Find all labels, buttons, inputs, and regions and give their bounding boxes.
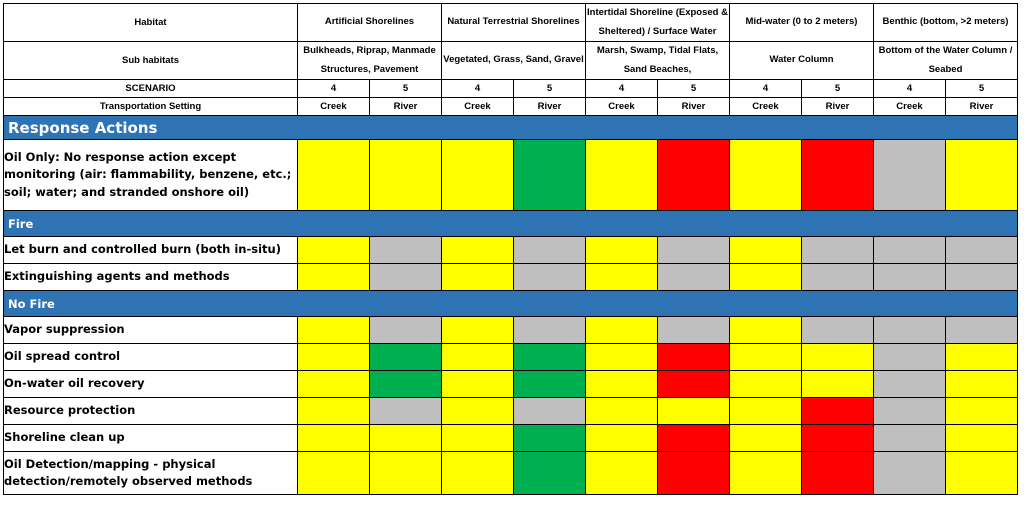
rating-cell <box>514 452 586 495</box>
transport-cell: River <box>658 98 730 116</box>
habitat-name-benthic: Benthic (bottom, >2 meters) <box>874 4 1018 42</box>
rating-cell <box>658 344 730 371</box>
rating-cell <box>442 452 514 495</box>
rating-cell <box>946 237 1018 264</box>
scenario-cell: 4 <box>586 80 658 98</box>
matrix-body <box>4 4 1018 495</box>
rating-cell <box>514 371 586 398</box>
action-row <box>4 344 1018 371</box>
rating-cell <box>946 452 1018 495</box>
scenario-header-row <box>4 80 1018 98</box>
rating-cell <box>946 344 1018 371</box>
rating-cell <box>658 237 730 264</box>
rating-cell <box>946 140 1018 211</box>
rating-cell <box>370 140 442 211</box>
rating-cell <box>658 425 730 452</box>
rating-cell <box>442 317 514 344</box>
action-label: Oil spread control <box>4 344 298 371</box>
transport-label: Transportation Setting <box>4 98 298 116</box>
rating-cell <box>874 237 946 264</box>
action-row <box>4 264 1018 291</box>
action-label: Shoreline clean up <box>4 425 298 452</box>
rating-cell <box>658 317 730 344</box>
rating-cell <box>370 371 442 398</box>
scenario-cell: 5 <box>658 80 730 98</box>
rating-cell <box>370 344 442 371</box>
transport-cell: Creek <box>298 98 370 116</box>
rating-cell <box>298 452 370 495</box>
rating-cell <box>658 452 730 495</box>
rating-cell <box>874 452 946 495</box>
rating-cell <box>586 317 658 344</box>
rating-cell <box>946 371 1018 398</box>
rating-cell <box>298 264 370 291</box>
rating-cell <box>730 140 802 211</box>
rating-cell <box>586 344 658 371</box>
scenario-cell: 5 <box>802 80 874 98</box>
rating-cell <box>298 317 370 344</box>
rating-cell <box>802 140 874 211</box>
action-label: Extinguishing agents and methods <box>4 264 298 291</box>
rating-cell <box>586 264 658 291</box>
subhabitat-artificial: Bulkheads, Riprap, Manmade Structures, Pavement <box>298 42 442 80</box>
rating-cell <box>442 398 514 425</box>
transport-cell: Creek <box>730 98 802 116</box>
habitat-header-row <box>4 4 1018 42</box>
rating-cell <box>730 425 802 452</box>
rating-cell <box>730 237 802 264</box>
rating-cell <box>298 237 370 264</box>
habitat-name-artificial: Artificial Shorelines <box>298 4 442 42</box>
subhabitat-benthic: Bottom of the Water Column / Seabed <box>874 42 1018 80</box>
habitat-name-intertidal: Intertidal Shoreline (Exposed & Sheltered) / Surface Water <box>586 4 730 42</box>
habitat-label: Habitat <box>4 4 298 42</box>
scenario-label: SCENARIO <box>4 80 298 98</box>
action-row <box>4 140 1018 211</box>
action-label: On-water oil recovery <box>4 371 298 398</box>
subhabitat-midwater: Water Column <box>730 42 874 80</box>
rating-cell <box>658 264 730 291</box>
scenario-cell: 5 <box>946 80 1018 98</box>
rating-cell <box>298 140 370 211</box>
rating-cell <box>802 425 874 452</box>
subhabitat-intertidal: Marsh, Swamp, Tidal Flats, Sand Beaches, <box>586 42 730 80</box>
action-label: Resource protection <box>4 398 298 425</box>
rating-cell <box>802 237 874 264</box>
rating-cell <box>514 140 586 211</box>
action-label: Oil Only: No response action except monitoring (air: flammability, benzene, etc.; soil; water; and stranded onshore oil) <box>4 140 298 211</box>
rating-cell <box>802 452 874 495</box>
rating-cell <box>442 425 514 452</box>
rating-cell <box>370 317 442 344</box>
transport-cell: Creek <box>442 98 514 116</box>
rating-cell <box>370 425 442 452</box>
rating-cell <box>370 264 442 291</box>
habitat-name-midwater: Mid-water (0 to 2 meters) <box>730 4 874 42</box>
action-row <box>4 237 1018 264</box>
transport-cell: River <box>946 98 1018 116</box>
rating-cell <box>586 371 658 398</box>
rating-cell <box>874 264 946 291</box>
habitat-name-natural: Natural Terrestrial Shorelines <box>442 4 586 42</box>
rating-cell <box>298 344 370 371</box>
rating-cell <box>730 317 802 344</box>
rating-cell <box>586 452 658 495</box>
section-title: Response Actions <box>4 116 1018 140</box>
rating-cell <box>802 344 874 371</box>
section-title: No Fire <box>4 291 1018 317</box>
rating-cell <box>442 237 514 264</box>
rating-cell <box>514 237 586 264</box>
rating-cell <box>514 317 586 344</box>
rating-cell <box>658 371 730 398</box>
rating-cell <box>298 371 370 398</box>
rating-cell <box>946 398 1018 425</box>
rating-cell <box>298 398 370 425</box>
rating-cell <box>802 371 874 398</box>
rating-cell <box>730 344 802 371</box>
rating-cell <box>730 398 802 425</box>
subhabitat-label: Sub habitats <box>4 42 298 80</box>
section-band <box>4 291 1018 317</box>
scenario-cell: 4 <box>298 80 370 98</box>
action-row <box>4 452 1018 495</box>
rating-cell <box>874 425 946 452</box>
transport-cell: Creek <box>586 98 658 116</box>
rating-cell <box>514 344 586 371</box>
action-row <box>4 425 1018 452</box>
scenario-cell: 4 <box>442 80 514 98</box>
rating-cell <box>442 371 514 398</box>
rating-cell <box>730 371 802 398</box>
rating-cell <box>514 264 586 291</box>
rating-cell <box>370 237 442 264</box>
rating-cell <box>514 398 586 425</box>
rating-cell <box>946 425 1018 452</box>
section-band <box>4 211 1018 237</box>
scenario-cell: 5 <box>370 80 442 98</box>
action-row <box>4 371 1018 398</box>
scenario-cell: 4 <box>874 80 946 98</box>
rating-cell <box>586 398 658 425</box>
rating-cell <box>802 264 874 291</box>
rating-cell <box>802 317 874 344</box>
rating-cell <box>730 264 802 291</box>
rating-cell <box>586 140 658 211</box>
subhabitat-header-row <box>4 42 1018 80</box>
rating-cell <box>874 344 946 371</box>
rating-cell <box>442 264 514 291</box>
action-row <box>4 398 1018 425</box>
subhabitat-natural: Vegetated, Grass, Sand, Gravel <box>442 42 586 80</box>
action-label: Let burn and controlled burn (both in-situ) <box>4 237 298 264</box>
transport-cell: Creek <box>874 98 946 116</box>
transport-header-row <box>4 98 1018 116</box>
rating-cell <box>874 317 946 344</box>
rating-cell <box>298 425 370 452</box>
rating-cell <box>874 371 946 398</box>
response-matrix-table <box>3 3 1018 495</box>
transport-cell: River <box>514 98 586 116</box>
rating-cell <box>586 237 658 264</box>
rating-cell <box>442 344 514 371</box>
rating-cell <box>946 264 1018 291</box>
rating-cell <box>874 398 946 425</box>
action-label: Vapor suppression <box>4 317 298 344</box>
transport-cell: River <box>370 98 442 116</box>
rating-cell <box>370 452 442 495</box>
section-band <box>4 116 1018 140</box>
rating-cell <box>586 425 658 452</box>
rating-cell <box>514 425 586 452</box>
rating-cell <box>442 140 514 211</box>
action-row <box>4 317 1018 344</box>
rating-cell <box>658 140 730 211</box>
scenario-cell: 4 <box>730 80 802 98</box>
scenario-cell: 5 <box>514 80 586 98</box>
rating-cell <box>658 398 730 425</box>
rating-cell <box>946 317 1018 344</box>
transport-cell: River <box>802 98 874 116</box>
section-title: Fire <box>4 211 1018 237</box>
rating-cell <box>370 398 442 425</box>
rating-cell <box>802 398 874 425</box>
rating-cell <box>730 452 802 495</box>
action-label: Oil Detection/mapping - physical detection/remotely observed methods <box>4 452 298 495</box>
rating-cell <box>874 140 946 211</box>
